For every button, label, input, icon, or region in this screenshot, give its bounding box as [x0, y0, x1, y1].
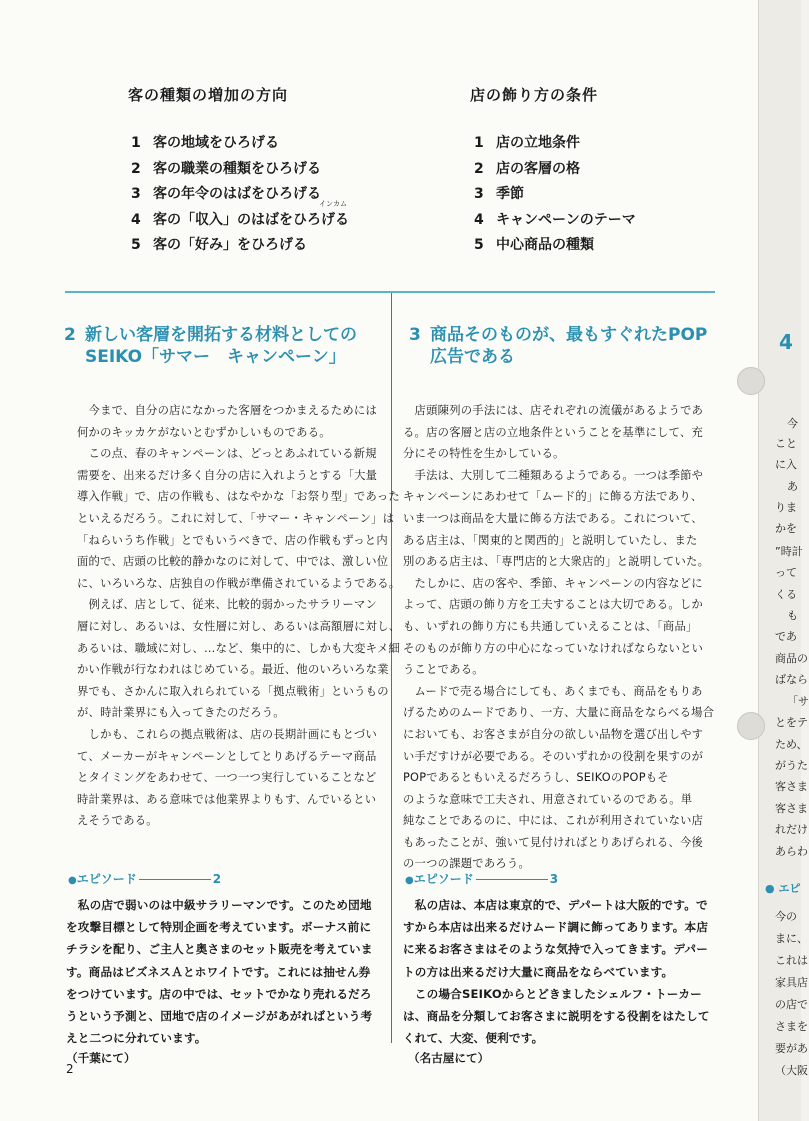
episode-3-body: 私の店は、本店は東京的で、デパートは大阪的です。で すから本店は出来るだけムード調に飾ってあります。本店 に来るお客さまはそのような気持で入ってきます。デパー トの方は出来るだけ大量に商品をならべています。 この場合SEIKOからとどきましたシェルフ・トーカー は、商品を分類してお客さまに説明をする役割をはたして くれて、大変、便利です。 [403, 898, 710, 1046]
next-page-line: ”時計 [775, 545, 803, 558]
next-page-line: 商品の [775, 652, 808, 665]
episode-3-header: ●エピソード 3 [405, 872, 559, 886]
next-page-line: の店で [775, 998, 808, 1011]
next-page-line: まに、 [775, 932, 808, 945]
next-page-line: 今の [775, 910, 797, 923]
list-item: 4 キャンペーンのテーマ [474, 211, 636, 228]
list-item: 1 店の立地条件 [474, 135, 580, 151]
list-item: 3 季節 [474, 186, 524, 202]
next-page-line: れだけ [775, 823, 808, 836]
customer-types-list [131, 131, 349, 259]
next-page-line: 客さま [775, 780, 808, 793]
episode-2-header: ●エピソード 2 [68, 872, 222, 886]
episode-2-source: （千葉にて） [66, 1051, 136, 1065]
next-page-line: 客さま [775, 802, 808, 815]
episode-3-source: （名古屋にて） [408, 1051, 490, 1065]
next-page-line: 今 [787, 417, 798, 430]
bullet-icon: ● [405, 875, 414, 886]
section-3-title: 3 商品そのものが、最もすぐれたPOP 広告である [409, 325, 708, 367]
next-page-line: （大阪 [775, 1064, 808, 1077]
next-page-line: 家具店 [775, 976, 808, 989]
customer-types-heading: 客の種類の増加の方向 [128, 86, 289, 104]
next-page-line: あらわ [775, 845, 808, 858]
next-page-line: ばなら [775, 673, 808, 686]
next-page-line: とをテ [775, 716, 808, 729]
store-display-heading: 店の飾り方の条件 [470, 86, 599, 104]
next-page-line: りま [775, 501, 797, 514]
section-2-title: 2 新しい客層を開拓する材料としての SEIKO「サマー キャンペーン」 [64, 325, 357, 367]
next-page-line: がうた [775, 759, 808, 772]
list-item: インカム 4 客の「収入」のはばをひろげる [131, 199, 349, 228]
next-page-line: 要があ [775, 1042, 808, 1055]
list-item: 5 客の「好み」をひろげる [131, 237, 307, 253]
section-2-body: 今まで、自分の店になかった客層をつかまえるためには 何かのキッカケがないとむずかしいものである。 この点、春のキャンペーンは、どっとあふれている新規 需要を、出来るだけ多く自分の店に入れようとする「大量 導入作戦」で、店の作戦も、はなやかな「お祭り型」であった といえるだろう。これに対して、「サマー・キャンペーン」は 「ねらいうち作戦」とでもいうべきで、店の作戦もずっと内 面的で、店頭の比較的静かなのに対して、中では、激しい位 に、いろいろな、店独自の作戦が準備されているようである。 例えば、店として、従来、比較的弱かったサラリーマン 層に対し、あるいは、女性層に対し、あるいは高額層に対し、 あるいは、職域に対し、…など、集中的に、しかも大変キメ細 かい作戦が行なわれはじめている。最近、他のいろいろな業 界でも、さかんに取入れられている「拠点戦術」というもの が、時計業界にも入ってきたのだろう。 しかも、これらの拠点戦術は、店の長期計画にもとづい て、メーカーがキャンペーンとしてとりあげるテーマ商品 とタイミングをあわせて、一つ一つ実行していることなど 時計業界は、ある意味では他業界よりもす、んでいるとい えそうである。 [77, 404, 401, 828]
next-page-line: であ [775, 630, 797, 643]
store-display-list [474, 131, 636, 259]
next-page-section-number: 4 [779, 330, 793, 354]
list-item: 2 店の客層の格 [474, 160, 580, 177]
next-page-line: って [775, 566, 797, 579]
next-page-line: に入 [775, 458, 797, 471]
next-page-line: さまを [775, 1020, 808, 1033]
furigana: インカム [319, 199, 347, 208]
list-item: 1 客の地域をひろげる [131, 135, 279, 151]
next-page-line: ため、 [775, 738, 808, 751]
section-3-body: 店頭陳列の手法には、店それぞれの流儀があるようであ る。店の客層と店の立地条件ということを基準にして、充 分にその特性を生かしている。 手法は、大別して二種類あるようである。一つは季節や キャンペーンにあわせて「ムード的」に飾る方法であり、 いま一つは商品を大量に飾る方法である。これについて、 ある店主は、「関東的と関西的」と説明していたし、また 別のある店主は、「専門店的と大衆店的」と説明していた。 たしかに、店の客や、季節、キャンペーンの内容などに よって、店頭の飾り方を工夫することは大切である。しか も、いずれの飾り方にも共通していえることは、「商品」 そのものが飾り方の中心になっていなければならないとい うことである。 ムードで売る場合にしても、あくまでも、商品をもりあ げるためのムードであり、一方、大量に商品をならべる場合 においても、お客さまが自分の欲しい品物を選び出しやす い手だすけが必要である。そのいずれかの役割を果すのが POPであるともいえるだろうし、SEIKOのPOPもそ のような意味で工夫され、用意されているのである。単 純なことであるのに、中には、これが利用されていない店 もあったことが、強いて見付ければとりあげられる、今後 の一つの課題であろう。 [403, 404, 715, 871]
next-page-line: これは [775, 954, 808, 967]
episode-2-body: 私の店で弱いのは中級サラリーマンです。このため団地 を攻撃目標として特別企画を考えています。ボーナス前に チラシを配り、ご主人と奥さまのセット販売を考えていま す。商品はビズネスＡとホワイトです。これには抽せん券 をつけています。店の中では、セットでかなり売れるだろ うという予測と、団地で店のイメージがあがればという考 えと二つに分れています。 [66, 898, 373, 1046]
next-page-line: こと [775, 437, 797, 450]
next-page-line: も [787, 609, 798, 622]
next-page-line: 「サ [787, 695, 809, 708]
next-page-line: あ [787, 480, 798, 493]
list-item: 3 客の年令のはばをひろげる [131, 186, 321, 202]
binder-hole [737, 367, 765, 395]
binder-hole [737, 712, 765, 740]
next-page-line: くる [775, 588, 797, 601]
page-number: 2 [66, 1062, 74, 1076]
next-page-episode-label: ● エピ [765, 882, 801, 895]
list-item: 2 客の職業の種類をひろげる [131, 160, 321, 177]
list-item: 5 中心商品の種類 [474, 237, 594, 253]
next-page-edge [758, 0, 809, 1121]
bullet-icon: ● [68, 875, 77, 886]
next-page-line: かを [775, 522, 797, 535]
horizontal-divider [65, 291, 715, 293]
